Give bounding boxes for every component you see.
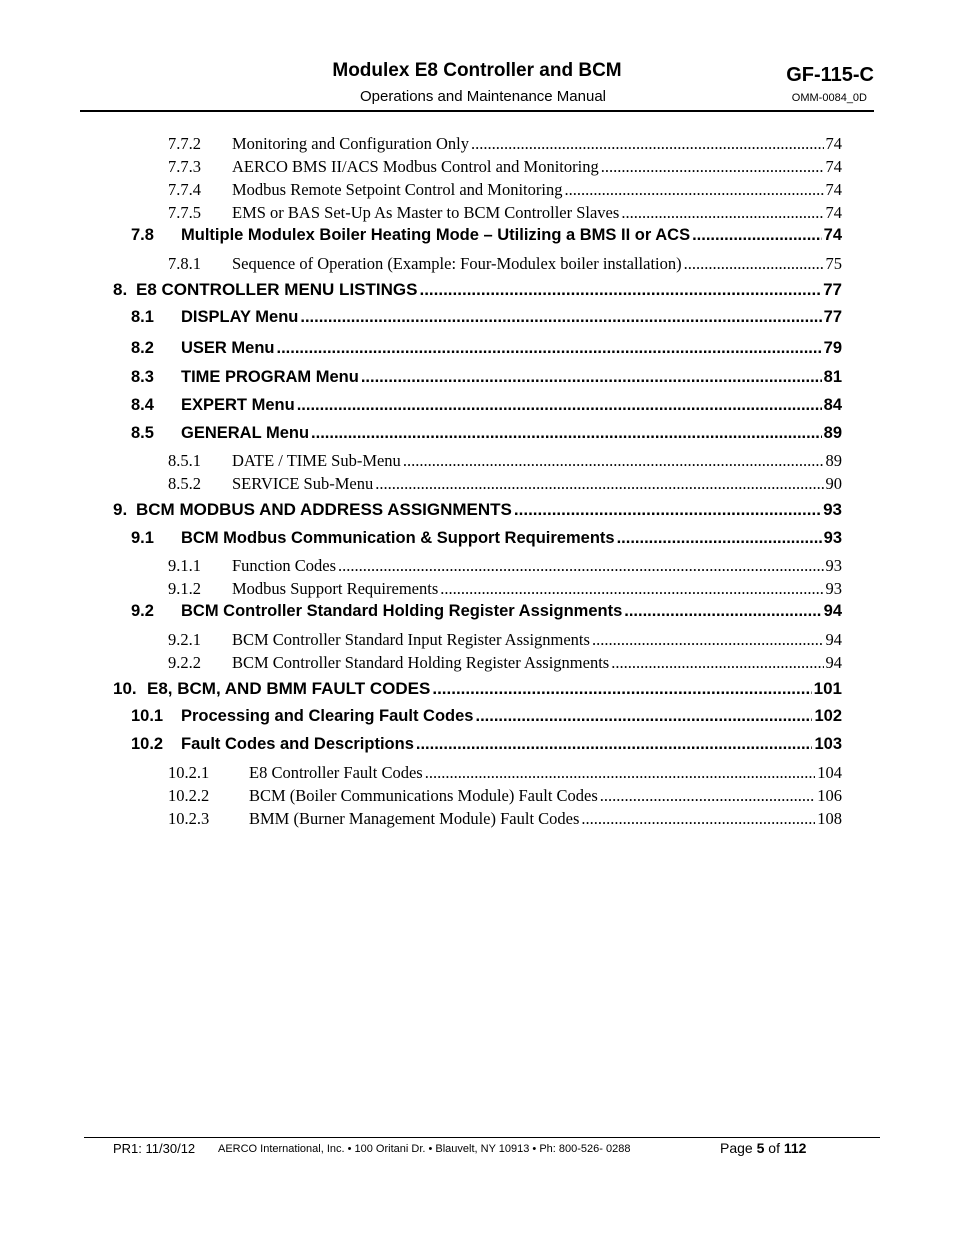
toc-entry-title: Fault Codes and Descriptions: [181, 735, 414, 753]
toc-entry-page: 103: [814, 735, 842, 753]
toc-entry-number: 9.2: [131, 602, 154, 620]
toc-entry-title: Processing and Clearing Fault Codes: [181, 707, 474, 725]
toc-leader-dots: [403, 451, 824, 471]
toc-entry-page: 106: [817, 786, 842, 805]
toc-entry-number: 9.1.2: [168, 579, 201, 598]
document-subtitle: Operations and Maintenance Manual: [360, 88, 606, 105]
toc-entry-page: 94: [825, 653, 842, 672]
toc-leader-dots: [277, 339, 822, 358]
toc-entry-title: E8 CONTROLLER MENU LISTINGS: [136, 280, 418, 299]
toc-entry-title: BCM Controller Standard Holding Register Assignments: [181, 602, 623, 620]
toc-entry-page: 89: [823, 424, 842, 442]
page-prefix: Page: [720, 1140, 753, 1156]
toc-entry-title: Modbus Remote Setpoint Control and Monitoring: [232, 180, 563, 199]
toc-entry-page: 81: [823, 368, 842, 386]
toc-entry[interactable]: [168, 180, 842, 200]
toc-entry-page: 108: [817, 809, 842, 828]
toc-entry-number: 10.2.3: [168, 809, 210, 828]
toc-entry[interactable]: [168, 786, 842, 806]
toc-leader-dots: [592, 630, 824, 650]
toc-entry-title: AERCO BMS II/ACS Modbus Control and Monitoring: [232, 157, 599, 176]
toc-entry-number: 8.2: [131, 339, 154, 357]
toc-entry[interactable]: [168, 579, 842, 599]
toc-entry-page: 93: [825, 579, 842, 598]
document-title: Modulex E8 Controller and BCM: [332, 60, 622, 81]
toc-leader-dots: [692, 226, 822, 245]
toc-entry[interactable]: [168, 630, 842, 650]
toc-entry-title: BCM Controller Standard Holding Register Assignments: [232, 653, 610, 672]
toc-entry-number: 10.: [113, 679, 137, 698]
toc-leader-dots: [471, 134, 824, 154]
page-number: [720, 1140, 806, 1156]
company-address: AERCO International, Inc. • 100 Oritani Dr. • Blauvelt, NY 10913 • Ph: 800-526- 0288: [218, 1143, 631, 1155]
footer-divider: [84, 1137, 880, 1138]
toc-leader-dots: [475, 707, 812, 726]
toc-entry-number: 7.7.3: [168, 157, 201, 176]
toc-entry-number: 10.2.1: [168, 763, 210, 782]
toc-leader-dots: [601, 157, 824, 177]
toc-entry-title: E8, BCM, AND BMM FAULT CODES: [147, 679, 431, 698]
toc-entry[interactable]: [113, 679, 842, 699]
toc-entry-number: 9.2.1: [168, 630, 201, 649]
toc-leader-dots: [416, 735, 813, 754]
toc-entry-page: 79: [823, 339, 842, 357]
toc-leader-dots: [581, 809, 815, 829]
toc-entry-title: BMM (Burner Management Module) Fault Codes: [249, 809, 580, 828]
toc-entry-number: 8.5.1: [168, 451, 201, 470]
toc-entry-number: 9.2.2: [168, 653, 201, 672]
toc-entry-page: 102: [814, 707, 842, 725]
toc-entry-title: BCM Controller Standard Input Register Assignments: [232, 630, 590, 649]
toc-entry-number: 7.8.1: [168, 254, 201, 273]
toc-entry-page: 84: [823, 396, 842, 414]
toc-entry-number: 9.: [113, 500, 128, 519]
document-number: OMM-0084_0D: [791, 92, 867, 104]
toc-entry[interactable]: [131, 339, 842, 358]
page-of: of: [768, 1140, 780, 1156]
toc-entry-page: 77: [823, 280, 842, 299]
toc-entry-number: 7.7.2: [168, 134, 201, 153]
toc-entry[interactable]: [168, 203, 842, 223]
toc-entry-number: 10.1: [131, 707, 164, 725]
toc-entry[interactable]: [131, 226, 842, 245]
toc-leader-dots: [338, 556, 823, 576]
toc-entry-number: 9.1: [131, 529, 154, 547]
toc-leader-dots: [611, 653, 823, 673]
toc-entry-page: 74: [825, 134, 842, 153]
toc-entry-title: BCM MODBUS AND ADDRESS ASSIGNMENTS: [136, 500, 512, 519]
toc-leader-dots: [297, 396, 822, 415]
toc-leader-dots: [361, 368, 822, 387]
toc-entry-title: Function Codes: [232, 556, 337, 575]
toc-entry[interactable]: [168, 451, 842, 471]
toc-entry-title: USER Menu: [181, 339, 275, 357]
toc-entry-page: 74: [825, 180, 842, 199]
toc-entry[interactable]: [131, 735, 842, 754]
toc-leader-dots: [617, 529, 822, 548]
toc-leader-dots: [432, 679, 811, 699]
toc-entry[interactable]: [131, 308, 842, 327]
toc-entry[interactable]: [131, 602, 842, 621]
toc-leader-dots: [375, 474, 823, 494]
toc-leader-dots: [300, 308, 821, 327]
toc-entry-page: 93: [823, 529, 842, 547]
toc-leader-dots: [514, 500, 821, 520]
toc-leader-dots: [311, 424, 822, 443]
toc-entry-page: 94: [825, 630, 842, 649]
toc-entry-page: 74: [825, 157, 842, 176]
toc-entry[interactable]: [168, 809, 842, 829]
toc-entry-title: DATE / TIME Sub-Menu: [232, 451, 401, 470]
page-current: 5: [756, 1140, 765, 1156]
toc-entry-title: Sequence of Operation (Example: Four-Modulex boiler installation): [232, 254, 682, 273]
page-total: 112: [783, 1140, 807, 1156]
toc-entry-number: 8.1: [131, 308, 154, 326]
toc-entry-title: SERVICE Sub-Menu: [232, 474, 374, 493]
toc-entry-number: 8.5: [131, 424, 154, 442]
toc-entry[interactable]: [131, 707, 842, 726]
toc-leader-dots: [621, 203, 823, 223]
toc-entry-title: BCM (Boiler Communications Module) Fault Codes: [249, 786, 598, 805]
toc-entry[interactable]: [113, 280, 842, 300]
toc-entry-page: 94: [823, 602, 842, 620]
toc-entry-page: 75: [825, 254, 842, 273]
toc-entry-number: 9.1.1: [168, 556, 201, 575]
toc-entry-number: 7.7.5: [168, 203, 201, 222]
toc-entry[interactable]: [168, 254, 842, 274]
toc-entry-number: 7.8: [131, 226, 154, 244]
toc-entry[interactable]: [168, 556, 842, 576]
toc-entry-page: 93: [825, 556, 842, 575]
toc-entry-number: 7.7.4: [168, 180, 201, 199]
toc-entry[interactable]: [168, 474, 842, 494]
toc-leader-dots: [425, 763, 816, 783]
toc-entry[interactable]: [168, 157, 842, 177]
toc-entry-title: Multiple Modulex Boiler Heating Mode – Utilizing a BMS II or ACS: [181, 226, 691, 244]
toc-entry-title: Modbus Support Requirements: [232, 579, 439, 598]
toc-entry-title: BCM Modbus Communication & Support Requirements: [181, 529, 615, 547]
toc-entry-number: 8.3: [131, 368, 154, 386]
toc-entry-title: DISPLAY Menu: [181, 308, 299, 326]
toc-entry-page: 90: [825, 474, 842, 493]
toc-entry-title: EXPERT Menu: [181, 396, 295, 414]
toc-entry-number: 8.4: [131, 396, 154, 414]
toc-entry-number: 10.2.2: [168, 786, 210, 805]
toc-entry[interactable]: [168, 134, 842, 154]
toc-entry-number: 8.5.2: [168, 474, 201, 493]
toc-entry[interactable]: [131, 396, 842, 415]
toc-leader-dots: [624, 602, 821, 621]
toc-leader-dots: [600, 786, 815, 806]
toc-entry[interactable]: [131, 424, 842, 443]
toc-entry[interactable]: [113, 500, 842, 520]
toc-entry[interactable]: [131, 368, 842, 387]
toc-entry-title: GENERAL Menu: [181, 424, 310, 442]
toc-entry[interactable]: [168, 763, 842, 783]
toc-entry-page: 89: [825, 451, 842, 470]
toc-leader-dots: [419, 280, 821, 300]
toc-entry-number: 10.2: [131, 735, 164, 753]
toc-entry[interactable]: [131, 529, 842, 548]
document-code: GF-115-C: [786, 64, 874, 86]
toc-entry-title: Monitoring and Configuration Only: [232, 134, 469, 153]
toc-entry-title: EMS or BAS Set-Up As Master to BCM Controller Slaves: [232, 203, 620, 222]
toc-entry-page: 74: [825, 203, 842, 222]
toc-entry-page: 74: [823, 226, 842, 244]
toc-entry-page: 93: [823, 500, 842, 519]
toc-entry-number: 8.: [113, 280, 128, 299]
toc-leader-dots: [564, 180, 823, 200]
toc-entry-page: 77: [823, 308, 842, 326]
toc-entry-page: 104: [817, 763, 842, 782]
toc-entry-page: 101: [813, 679, 842, 698]
toc-leader-dots: [684, 254, 824, 274]
toc-entry[interactable]: [168, 653, 842, 673]
revision-date: PR1: 11/30/12: [113, 1141, 196, 1156]
toc-leader-dots: [440, 579, 823, 599]
toc-entry-title: E8 Controller Fault Codes: [249, 763, 423, 782]
toc-entry-title: TIME PROGRAM Menu: [181, 368, 359, 386]
